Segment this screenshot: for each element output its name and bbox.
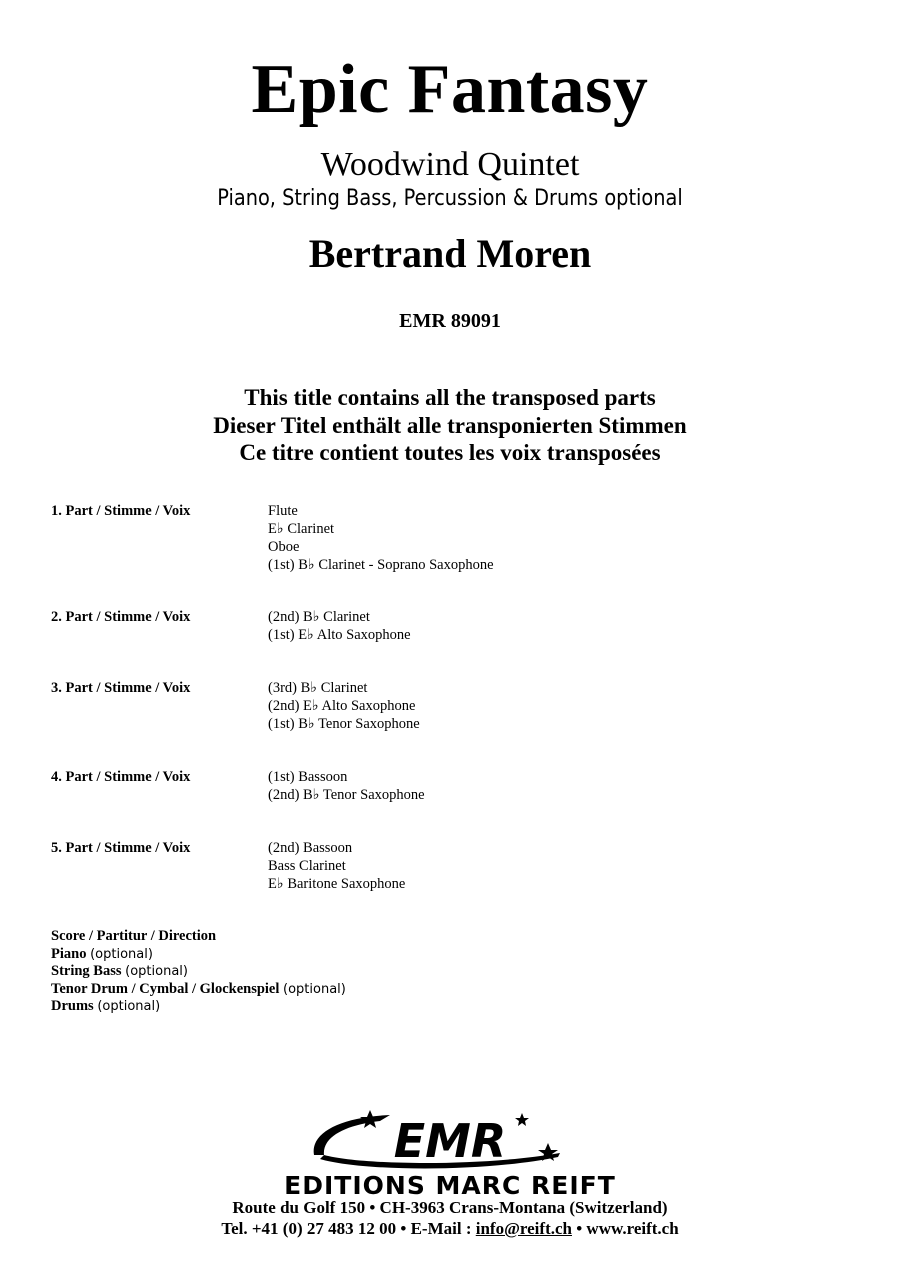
contact-line <box>0 1218 900 1239</box>
logo-text: EMR <box>393 1114 507 1168</box>
list-item <box>51 998 346 1016</box>
list-item <box>51 981 346 999</box>
instrument-item: E♭ Clarinet <box>268 521 335 537</box>
part-3-label: 3. Part / Stimme / Voix <box>51 680 191 696</box>
extra-part-name: Score / Partitur / Direction <box>51 928 217 944</box>
star-icon <box>360 1110 380 1128</box>
optional-note: (optional) <box>283 981 346 997</box>
instrument-item: (2nd) B♭ Clarinet <box>268 609 370 625</box>
catalog-number: EMR 89091 <box>399 310 501 332</box>
instrument-item: Flute <box>268 503 298 519</box>
part-4-label: 4. Part / Stimme / Voix <box>51 769 191 785</box>
emr-logo <box>300 1105 600 1175</box>
ensemble-subtitle: Woodwind Quintet <box>320 146 580 183</box>
star-icon <box>515 1113 529 1126</box>
optional-note: (optional) <box>97 999 161 1014</box>
instrument-item: (2nd) Bassoon <box>268 840 353 856</box>
publisher-name: EDITIONS MARC REIFT <box>284 1171 616 1200</box>
part-2-instruments <box>268 608 411 644</box>
email-link[interactable]: info@reift.ch <box>475 1219 572 1238</box>
part-1-label: 1. Part / Stimme / Voix <box>51 503 191 519</box>
transposed-parts-notice <box>0 384 900 467</box>
instrument-item: (1st) E♭ Alto Saxophone <box>268 627 411 643</box>
optional-note: (optional) <box>90 946 153 962</box>
part-5-label: 5. Part / Stimme / Voix <box>51 840 191 856</box>
instrumentation-line: Piano, String Bass, Percussion & Drums optional <box>217 186 683 211</box>
list-item <box>51 928 346 946</box>
instrument-item: Oboe <box>268 539 300 555</box>
instrument-item: (3rd) B♭ Clarinet <box>268 680 368 696</box>
part-2-label: 2. Part / Stimme / Voix <box>51 609 191 625</box>
publisher-address: Route du Golf 150 • CH-3963 Crans-Montana (Switzerland) <box>232 1198 668 1217</box>
composer-name: Bertrand Moren <box>308 231 592 276</box>
extra-part-name: Drums <box>51 998 94 1014</box>
instrument-item: (2nd) B♭ Tenor Saxophone <box>268 787 425 803</box>
notice-french: Ce titre contient toutes les voix transposées <box>239 440 661 465</box>
list-item <box>51 963 346 981</box>
notice-german: Dieser Titel enthält alle transponierten Stimmen <box>213 412 687 438</box>
part-5-instruments <box>268 839 405 893</box>
part-4-instruments <box>268 768 425 804</box>
contact-prefix: Tel. +41 (0) 27 483 12 00 • E-Mail : <box>221 1219 476 1238</box>
extra-part-name: Tenor Drum / Cymbal / Glockenspiel <box>51 980 280 997</box>
instrument-item: (1st) B♭ Tenor Saxophone <box>268 716 420 732</box>
website-text: • www.reift.ch <box>571 1219 679 1238</box>
part-3-instruments <box>268 679 420 733</box>
notice-english: This title contains all the transposed parts <box>244 385 656 410</box>
instrument-item: (1st) Bassoon <box>268 769 348 785</box>
instrument-item: Bass Clarinet <box>268 858 346 874</box>
part-1-instruments <box>268 502 494 574</box>
publisher-contact <box>0 1197 900 1239</box>
page-title: Epic Fantasy <box>251 51 649 128</box>
instrument-item: (1st) B♭ Clarinet - Soprano Saxophone <box>268 557 494 573</box>
instrument-item: E♭ Baritone Saxophone <box>268 876 406 892</box>
extra-part-name: String Bass <box>51 963 122 979</box>
instrument-item: (2nd) E♭ Alto Saxophone <box>268 698 416 714</box>
extra-part-name: Piano <box>51 945 87 962</box>
optional-note: (optional) <box>125 964 188 979</box>
list-item <box>51 946 346 964</box>
additional-parts-list <box>51 928 346 1016</box>
